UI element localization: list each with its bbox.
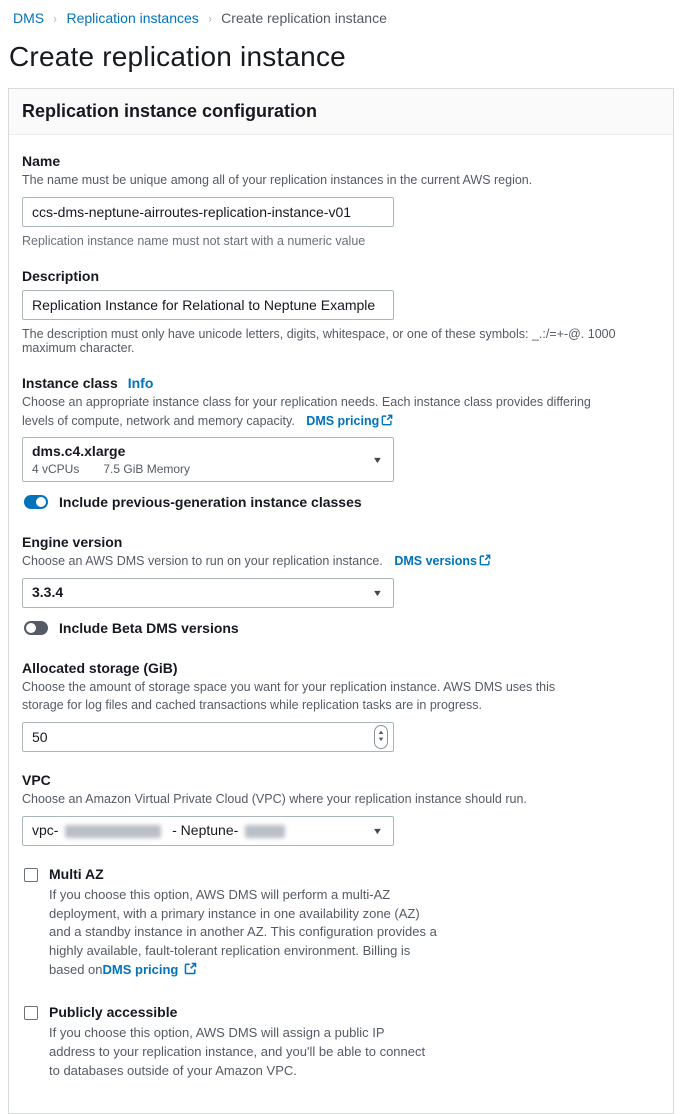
engine-version-selected-value: 3.3.4 — [32, 583, 64, 600]
beta-versions-toggle-label: Include Beta DMS versions — [59, 619, 239, 636]
chevron-down-icon: ▼ — [371, 825, 384, 836]
description-input[interactable] — [22, 290, 394, 320]
stepper-down-icon[interactable]: ▼ — [377, 737, 385, 743]
dms-versions-link[interactable] — [394, 554, 491, 568]
replication-instance-configuration-panel — [8, 88, 674, 1114]
allocated-storage-field — [22, 660, 660, 753]
multi-az-label: Multi AZ — [49, 865, 104, 882]
multi-az-help-span: If you choose this option, AWS DMS will perform a multi-AZ deployment, with a primary instance in one availability zone (AZ) and a standby instance in another AZ. This configuration provides a highly available, fault-tolerant replication environment. Billing is based on — [49, 886, 437, 978]
previous-generation-toggle-label: Include previous-generation instance classes — [59, 493, 362, 510]
instance-class-help-span: Choose an appropriate instance class for your replication needs. Each instance class provides differing levels of compute, network and memory capacity. — [22, 394, 591, 428]
dms-pricing-link[interactable] — [306, 414, 393, 428]
vpc-id-redacted — [65, 825, 161, 838]
external-link-icon — [184, 962, 197, 975]
multi-az-row — [24, 866, 660, 980]
panel-title: Replication instance configuration — [22, 101, 318, 121]
storage-stepper[interactable] — [374, 725, 388, 749]
instance-class-select[interactable] — [22, 437, 394, 482]
stepper-up-icon[interactable]: ▲ — [377, 730, 385, 736]
dms-versions-link-label: DMS versions — [394, 553, 477, 568]
vpc-name-redacted — [245, 825, 285, 838]
breadcrumb-separator-icon: › — [208, 10, 212, 26]
publicly-accessible-label: Publicly accessible — [49, 1003, 178, 1020]
panel-header — [9, 89, 673, 135]
description-label: Description — [22, 267, 100, 284]
instance-class-info-link[interactable]: Info — [127, 374, 154, 391]
instance-class-selected-specs — [32, 462, 363, 476]
engine-version-help-text — [22, 552, 642, 571]
multi-az-help-text — [49, 886, 441, 980]
instance-class-vcpus: 4 vCPUs — [32, 461, 80, 476]
vpc-selected-value — [32, 822, 288, 840]
instance-class-selected-value: dms.c4.xlarge — [32, 443, 126, 460]
chevron-down-icon: ▼ — [371, 587, 384, 598]
name-label: Name — [22, 153, 61, 169]
vpc-select[interactable] — [22, 816, 394, 846]
description-field — [22, 268, 660, 355]
allocated-storage-label: Allocated storage (GiB) — [22, 659, 178, 676]
name-field — [22, 153, 660, 248]
external-link-icon — [381, 414, 393, 426]
vpc-value-separator: - Neptune- — [168, 822, 239, 838]
breadcrumb-link-replication-instances[interactable]: Replication instances — [66, 10, 199, 26]
vpc-label: VPC — [22, 772, 51, 788]
external-link-icon — [479, 554, 491, 566]
instance-class-memory: 7.5 GiB Memory — [103, 461, 191, 476]
name-constraint-note: Replication instance name must not start with a numeric value — [22, 233, 366, 248]
allocated-storage-input[interactable] — [22, 722, 394, 752]
vpc-value-prefix: vpc- — [32, 822, 59, 838]
multi-az-checkbox[interactable] — [24, 868, 38, 882]
instance-class-field — [22, 375, 660, 510]
breadcrumb-current: Create replication instance — [221, 10, 387, 26]
name-help-text: The name must be unique among all of your replication instances in the current AWS region. — [22, 173, 533, 187]
breadcrumb — [0, 0, 682, 26]
page-title: Create replication instance — [9, 41, 346, 72]
previous-generation-toggle[interactable] — [24, 495, 48, 509]
panel-body — [9, 135, 673, 1113]
description-help-text: The description must only have unicode letters, digits, whitespace, or one of these symbols: _.:/=+-@. 1000 maximum character. — [22, 326, 616, 355]
publicly-accessible-row — [24, 1004, 660, 1081]
vpc-field — [22, 772, 660, 846]
engine-version-label: Engine version — [22, 533, 123, 550]
dms-pricing-link-label: DMS pricing — [306, 413, 380, 428]
publicly-accessible-help-text: If you choose this option, AWS DMS will assign a public IP address to your replication instance, and you'll be able to connect to databases outside of your Amazon VPC. — [49, 1024, 426, 1078]
multi-az-dms-pricing-link-label: DMS pricing — [102, 962, 179, 978]
allocated-storage-help-text: Choose the amount of storage space you want for your replication instance. AWS DMS uses this storage for log files and cached transactions while replication tasks are in progress. — [22, 679, 556, 713]
engine-version-field — [22, 534, 660, 636]
instance-class-label: Instance class — [22, 374, 118, 391]
multi-az-dms-pricing-link[interactable] — [103, 962, 197, 977]
beta-versions-toggle[interactable] — [24, 621, 48, 635]
breadcrumb-separator-icon: › — [53, 10, 58, 26]
vpc-help-text: Choose an Amazon Virtual Private Cloud (VPC) where your replication instance should run. — [22, 792, 527, 806]
name-input[interactable] — [22, 197, 394, 227]
engine-version-select[interactable] — [22, 578, 394, 608]
chevron-down-icon: ▼ — [371, 454, 384, 465]
engine-version-help-span: Choose an AWS DMS version to run on your replication instance. — [22, 553, 383, 568]
instance-class-help-text — [22, 393, 622, 431]
breadcrumb-link-dms[interactable]: DMS — [13, 10, 45, 26]
publicly-accessible-checkbox[interactable] — [24, 1006, 38, 1020]
